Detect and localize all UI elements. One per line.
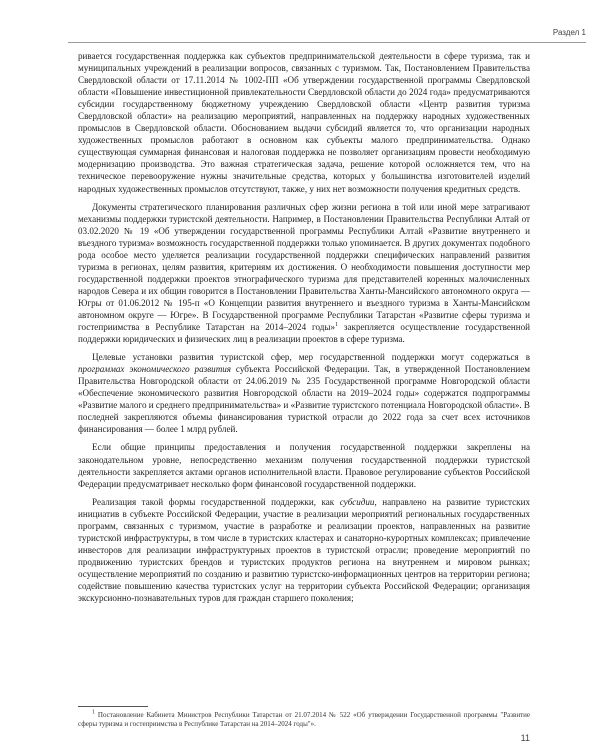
footnote-reference: 1 bbox=[335, 322, 339, 328]
section-label: Раздел 1 bbox=[552, 28, 586, 37]
paragraph-text: , направлено на развитие туристских инициатив в субъекте Российской Федерации, участие в реализации мероприятий региональных государственных программ, связанных с туризмом, участие в разработке и реализации проектов, направленных на развитие туристской инфраструктуры, в том числе в туристских кластерах и санаторно-курортных комплексах; привлечение инвесторов для реализации инфраструктурных проектов в туристской отрасли; проведение мероприятий по продвижению туристских брендов и туристских продуктов региона на внутреннем и мировом рынках; осуществление мероприятий по созданию и развитию туристско-информационных центров на территории региона; содействие повышению качества туристских услуг на территории субъекта Российской Федерации; организация экскурсионно-познавательных туров для граждан старшего поколения; bbox=[78, 496, 530, 604]
footnote bbox=[78, 711, 530, 729]
emphasis-text: субсидии bbox=[339, 496, 375, 507]
paragraph bbox=[78, 496, 530, 604]
paragraph-text: Целевые установки развития туристской сфер, мер государственной поддержки могут содержаться в bbox=[92, 352, 530, 363]
paragraph bbox=[78, 351, 530, 435]
paragraph-text: Реализация такой формы государственной поддержки, как bbox=[92, 496, 340, 507]
paragraph: ривается государственная поддержка как субъектов предпринимательской деятельности в сфере туризма, так и муниципальных учреждений в реализации вопросов, связанных с туризмом. Так, Постановлением Правительства Свердловской области от 17.11.2014 № 1002-ПП «Об утверждении государственной программы Свердловской области «Повышение инвестиционной привлекательности Свердловской области до 2024 года» предусматриваются субсидии государственному бюджетному учреждению Свердловской области «Центр развития туризма Свердловской области» на реализацию мероприятий, направленных на поддержку народных художественных промыслов в Свердловской области. Обоснованием выдачи субсидий является то, что организации народных художественных промыслов работают в основном как субъекты малого предпринимательства. Однако существующая суммарная финансовая и налоговая поддержка не позволяет организациям провести необходимую модернизацию производства. Это важная стратегическая задача, решение которой осложняется тем, что на техническое перевооружение нужны значительные средства, которых у большинства изготовителей изделий народных художественных промыслов отсутствуют, также, у них нет возможности получения кредитных средств. bbox=[78, 51, 530, 194]
paragraph bbox=[78, 201, 530, 346]
paragraph-text: закрепляется осуществление государственной поддержки юридических и физических лиц в реализации проектов в сфере туризма. bbox=[78, 322, 530, 345]
emphasis-text: программах экономического развития bbox=[78, 364, 232, 375]
paragraph-text: субъекта Российской Федерации. Так, в утвержденной Постановлением Правительства Новгородской области от 24.06.2019 № 235 Государственной программе Новгородской области «Обеспечение экономического развития Новгородской области на 2019–2024 годы» содержатся подпрограммы «Развитие малого и среднего предпринимательства» и «Развитие туристского потенциала Новгородской области». В последней закрепляются объемы финансирования туристкой отрасли до 2022 года за счет всех источников финансирования — более 1 млрд рублей. bbox=[78, 364, 530, 435]
paragraph-text: Документы стратегического планирования различных сфер жизни региона в той или иной мере затрагивают механизмы поддержки туристской деятельности. Например, в Постановлении Правительства Республики Алтай от 03.02.2020 № 19 «Об утверждении государственной программы Республики Алтай «Развитие внутреннего и въездного туризма» возможность государственной поддержки только упоминается. В других документах подобного рода особое место уделяется реализации государственной поддержки специфических направлений развития туризма в регионах, целям развития, критериям их достижения. О необходимости повышения доступности мер государственной поддержки проектов этнографического туризма для представителей коренных малочисленных народов Севера и их общин говорится в Постановлении Правительства Ханты-Мансийского автономного округа — Югры от 01.06.2012 № 195-п «О Концепции развития внутреннего и въездного туризма в Ханты-Мансийском автономном округе — Югре». В Государственной программе Республики Татарстан «Развитие сферы туризма и гостеприимства в Республике Татарстан на 2014–2024 годы» bbox=[78, 201, 530, 333]
footnote-rule bbox=[78, 706, 148, 707]
footnote-marker: 1 bbox=[92, 709, 95, 716]
header-rule bbox=[68, 42, 586, 43]
main-text bbox=[78, 50, 530, 610]
paragraph: Если общие принципы предоставления и получения государственной поддержки закреплены на законодательном уровне, непосредственно механизм получения государственной поддержки туристской деятельности закрепляется актами органов исполнительной власти. Правовое регулирование субъектов Российской Федерации предусматривает несколько форм финансовой государственной поддержки. bbox=[78, 442, 530, 489]
page-number: 11 bbox=[520, 733, 530, 743]
footnote-text: Постановление Кабинета Министров Республики Татарстан от 21.07.2014 № 522 «Об утверждении Государственной программы "Развитие сферы туризма и гостеприимства в Республике Татарстан на 2014–2024 годы"». bbox=[78, 711, 530, 728]
